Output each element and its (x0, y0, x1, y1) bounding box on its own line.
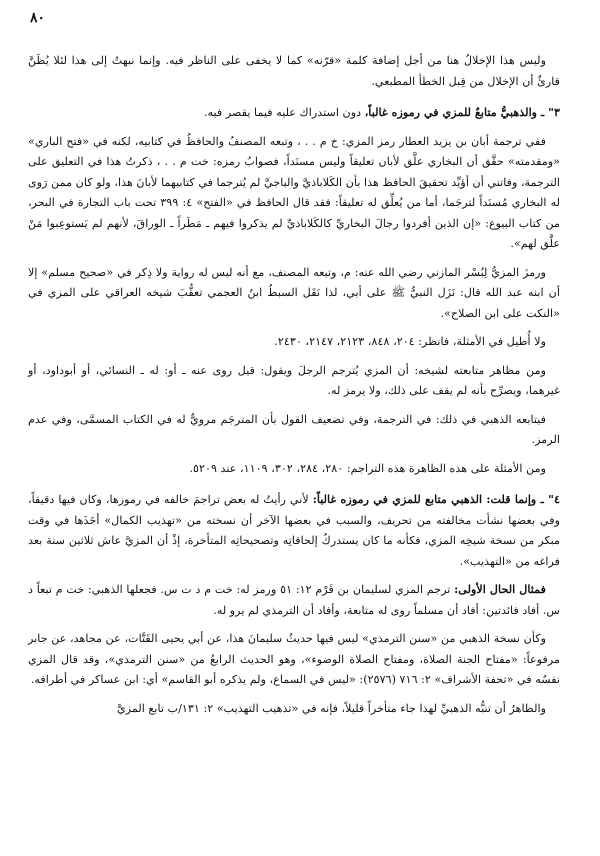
section-heading: ٣" ـ والذهبيُّ متابعٌ للمزي في رموزه غالباً، (364, 105, 560, 119)
paragraph (28, 409, 560, 451)
paragraph-text: ترجم المزي لسليمان بن قَرْم ١٢: ٥١ ورمز له: خت م د ت س. فجعلها الذهبي: خت م تبعاً د س. أفاد فائدتين: أفاد أن مسلماً روى له متابعة، وأفاد أن الترمذي لم يرو له. (28, 583, 560, 617)
paragraph-text: فيتابعه الذهبي في ذلك: في الترجمة، وفي تضعيف القول بأن المترجَم مرويٌّ له في الكتاب المسمَّى، وفي عدم الرمز. (28, 412, 560, 446)
paragraph (28, 50, 560, 92)
paragraph-text: ومن الأمثلة على هذه الظاهرة هذه التراجم: ٢٨٠، ٢٨٤، ٣٠٢، ١١٠٩، عند ٥٢٠٩. (189, 461, 546, 475)
paragraph (28, 262, 560, 325)
paragraph-text: وليس هذا الإخلالُ هنا من أجل إضافة كلمة «قرّنه» كما لا يخفى على الناظر فيه. وإنما نبهتُ إلى هذا لئلا يُظَنَّ قارئٌ أن الإخلال من قِبل الخطأ المطبعي. (28, 54, 560, 88)
paragraph-text: ولا أُطيل في الأمثلة، فانظر: ٢٠٤، ٨٤٨، ٢١٢٣، ٢١٤٧، ٢٤٣٠. (274, 335, 546, 348)
paragraph (28, 331, 560, 353)
page-body (28, 50, 560, 850)
paragraph (28, 360, 560, 402)
paragraph (28, 628, 560, 691)
section-heading: ٤" ـ وإنما قلت: الذهبي متابع للمزي في رموزه غالباً: (312, 492, 561, 506)
paragraph (28, 131, 560, 255)
paragraph-text: ورمزَ المزيُّ لِبُسْر المازني رضي الله عنه: م، وتبعه المصنف، مع أنه ليس له رواية ولا ذِكر في «صحيح مسلم» إلا أن ابنه عبد الله قال: نَزَل النبيُّ ﷺ على أبي، لذا نَقَل السبطُ ابنُ العجمي تعقُّبَ شيخه العراقي على المزي في «النكت على ابن الصلاح». (28, 265, 560, 320)
paragraph-text: ومن مظاهر متابعته لشيخه: أن المزي يُترجم الرجلَ ويقول: قيل روى عنه ـ أو: له ـ النسائي، أو أبوداود، أو غيرهما، ويصرِّح بأنه لم يقف على ذلك، ولا يرمز له. (28, 363, 560, 397)
paragraph (28, 698, 560, 720)
page-number: ٨٠ (30, 10, 46, 26)
paragraph-text: والظاهرُ أن تنبُّه الذهبيِّ لهذا جاء متأخراً قليلاً، فإنه في «تذهيب التهذيب» ٢: ١٣١/ب تابع المزيَّ (116, 701, 546, 715)
paragraph (28, 458, 560, 480)
paragraph-text: دون استدراك عليه فيما يقصر فيه. (204, 106, 365, 119)
paragraph-text: ففي ترجمة أبان بن يزيد العطار رمز المزي: خ م . . ، وتبعه المصنفُ والحافظُ في كتابيه، لكنه في «فتح الباري» «ومقدمته» حقَّق أن البخاري علَّق لأبان تعليقاً وليس مسنَداً، فصوابُ رمزه: خت م . . ، ذكرتُ هذا في التعليق على الترجمة، وفاتني أن أؤيِّد تحقيقَ الحافظ هذا بأن الكَلاباذيَّ والباجيَّ لم يُترجما في كتابيهما لأبانَ هذا، ولو كان ممن رَوى له البخاري مُسنَداً لترجَما، أما من يُعلِّق له تعليقاً: فقد قال الحافظ في «الفتح» ٤: ٣٩٩ تحت باب التجارة في البحر، من كتاب البيوع: «إن الذين أفردوا رجالَ البخاريِّ كالكَلاباذيِّ لم يذكروا فيهم ـ مَطَراً ـ الوراقَ، لأنهم لم يَستوعِبوا مَنْ علَّق لهم». (28, 134, 560, 250)
paragraph-text: لأني رأيتُ له بعض تراجمَ خالفه في رموزها، وكان فيها دقيقاً، وفي بعضها نشأت مخالفته من تحريف، والسبب في بعضها الآخر أن نسخته من «تهذيب الكمال» أخَذَها في وقت مبكر من نسخة شيخِه المزي، فكأنه ما كان يستدركُ إلحاقاتِه وتصحيحاتِه المتأخرة، إذْ أن المزيَّ عاش ثلاثين سنة بعد فراغه من «التهذيب». (28, 493, 560, 568)
paragraph-text: وكأن نسخة الذهبي من «سنن الترمذي» ليس فيها حديثُ سليمانَ هذا، عن أبي يحيى القَتَّات، عن مجاهد، عن جابر مرفوعاً: «مفتاح الجنة الصلاة، ومفتاح الصلاة الوضوء»، وهو الحديث الرابعُ من «سنن الترمذي»، وقد قال المزي نفسُه في «تحفة الأشراف» ٢: ٧١٦ (٢٥٧٦): «ليس في السماع، ولم يذكره أبو القاسم» أي: ابن عساكر في أطرافه. (28, 632, 560, 686)
section-paragraph (28, 489, 560, 572)
paragraph (28, 579, 560, 621)
section-paragraph (28, 102, 560, 124)
paragraph-lead: فمثال الحال الأولى: (454, 582, 546, 596)
